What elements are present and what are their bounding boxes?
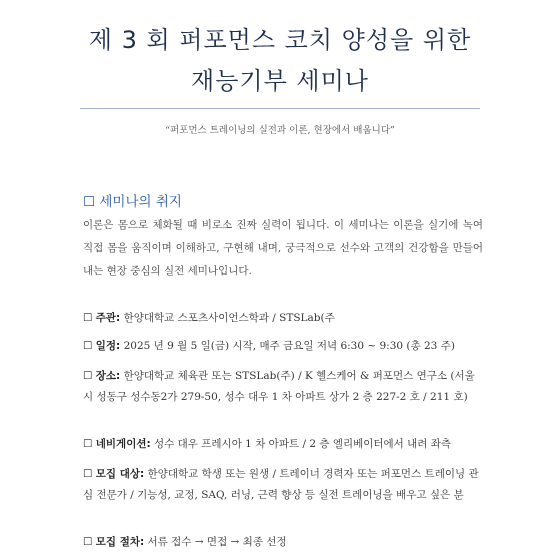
document-title-line-1: 제 3 회 퍼포먼스 코치 양성을 위한 — [88, 26, 472, 54]
info-item-value: 한양대학교 학생 또는 원생 / 트레이너 경력자 또는 퍼포먼스 트레이닝 관심 전문가 / 기능성, 교정, SAQ, 러닝, 근력 향상 등 실전 트레이닝을 배우고 싶은 분 — [83, 468, 479, 501]
document-title-line-2: 재능기부 세미나 — [191, 67, 369, 95]
info-item-location — [83, 366, 483, 408]
checkbox-icon: ☐ — [83, 340, 93, 352]
purpose-body: 이론은 몸으로 체화될 때 비로소 진짜 실력이 됩니다. 이 세미나는 이론을 실기에 녹여 직접 몸을 움직이며 이해하고, 구현해 내며, 궁극적으로 선수와 고객의 건강함을 만들어내는 현장 중심의 실전 세미나입니다. — [83, 219, 483, 277]
info-item-value: 서류 접수 → 면접 → 최종 선정 — [144, 536, 287, 548]
purpose-heading: ☐ 세미나의 취지 — [83, 194, 182, 210]
info-item-label: 장소: — [95, 370, 121, 382]
info-item-target — [83, 464, 483, 506]
checkbox-icon: ☐ — [83, 312, 93, 324]
info-item-value: 한양대학교 체육관 또는 STSLab(주) / K 헬스케어 & 퍼포먼스 연구소 (서울시 성동구 성수동2가 279-50, 성수 대우 1 차 아파트 상가 2 층 227-2 호 / 211 호) — [83, 370, 475, 403]
checkbox-icon: ☐ — [83, 438, 93, 450]
info-item-label: 주관: — [95, 312, 121, 324]
info-item-schedule — [83, 336, 483, 357]
info-item-label: 네비게이션: — [95, 438, 151, 450]
info-item-process — [83, 532, 483, 553]
document-subtitle: “퍼포먼스 트레이닝의 실전과 이론, 현장에서 배웁니다” — [165, 125, 395, 136]
checkbox-icon: ☐ — [83, 468, 93, 480]
info-item-label: 모집 절차: — [95, 536, 145, 548]
info-item-label: 모집 대상: — [95, 468, 145, 480]
info-item-value: 2025 년 9 월 5 일(금) 시작, 매주 금요일 저녁 6:30 ~ 9:30 (총 23 주) — [120, 340, 455, 352]
info-item-label: 일정: — [95, 340, 121, 352]
info-item-navigation — [83, 434, 483, 455]
title-divider — [80, 108, 480, 109]
info-item-value: 한양대학교 스포츠사이언스학과 / STSLab(주 — [120, 312, 335, 324]
info-item-organizer — [83, 308, 483, 329]
checkbox-icon: ☐ — [83, 536, 93, 548]
checkbox-icon: ☐ — [83, 370, 93, 382]
info-item-value: 성수 대우 프레시아 1 차 아파트 / 2 층 엘리베이터에서 내려 좌측 — [150, 438, 452, 450]
